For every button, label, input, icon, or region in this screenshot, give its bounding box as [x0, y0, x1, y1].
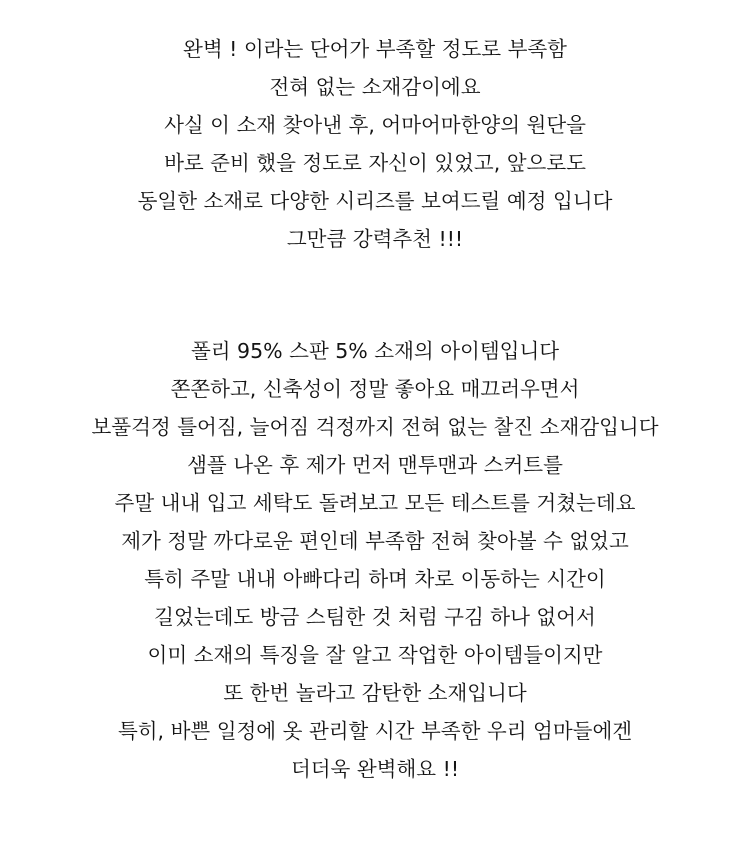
text-line: 완벽 ! 이라는 단어가 부족할 정도로 부족함 — [183, 37, 567, 61]
text-line: 폴리 95% 스판 5% 소재의 아이템입니다 — [190, 339, 560, 363]
text-line: 또 한번 놀라고 감탄한 소재입니다 — [223, 681, 527, 705]
text-line: 길었는데도 방금 스팀한 것 처럼 구김 하나 없어서 — [154, 605, 596, 629]
text-line: 특히 주말 내내 아빠다리 하며 차로 이동하는 시간이 — [144, 567, 606, 591]
text-line: 샘플 나온 후 제가 먼저 맨투맨과 스커트를 — [187, 453, 563, 477]
text-line: 특히, 바쁜 일정에 옷 관리할 시간 부족한 우리 엄마들에겐 — [117, 719, 633, 743]
text-line: 사실 이 소재 찾아낸 후, 어마어마한양의 원단을 — [164, 113, 586, 137]
text-line: 더더욱 완벽해요 !! — [290, 757, 460, 781]
text-line: 바로 준비 했을 정도로 자신이 있었고, 앞으로도 — [164, 151, 586, 175]
text-line: 보풀걱정 틀어짐, 늘어짐 걱정까지 전혀 없는 찰진 소재감입니다 — [91, 415, 659, 439]
text-line: 그만큼 강력추천 !!! — [286, 227, 464, 251]
text-line: 이미 소재의 특징을 잘 알고 작업한 아이템들이지만 — [147, 643, 603, 667]
paragraph-material-details — [0, 332, 750, 788]
text-line: 동일한 소재로 다양한 시리즈를 보여드릴 예정 입니다 — [137, 189, 613, 213]
text-line: 전혀 없는 소재감이에요 — [269, 75, 481, 99]
text-line: 제가 정말 까다로운 편인데 부족함 전혀 찾아볼 수 없었고 — [121, 529, 629, 553]
paragraph-intro — [0, 30, 750, 258]
text-line: 주말 내내 입고 세탁도 돌려보고 모든 테스트를 거쳤는데요 — [114, 491, 636, 515]
text-line: 쫀쫀하고, 신축성이 정말 좋아요 매끄러우면서 — [170, 377, 580, 401]
